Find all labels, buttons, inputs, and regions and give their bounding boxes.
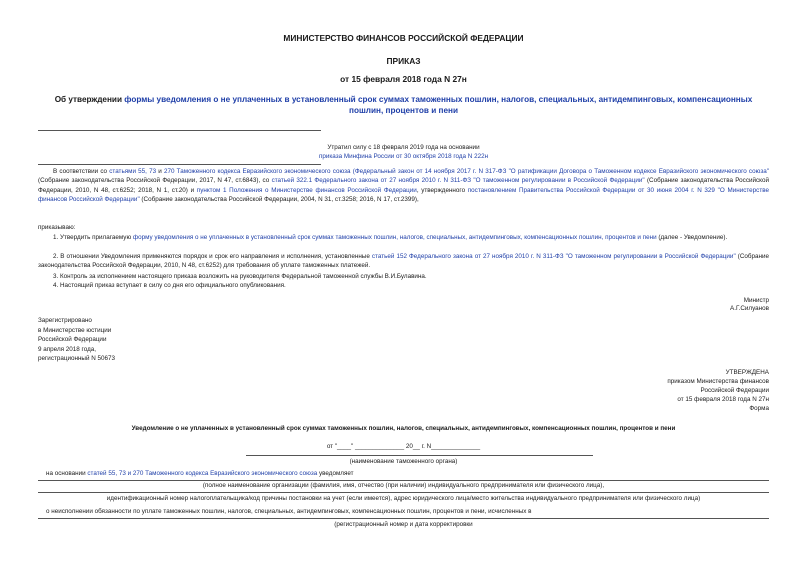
registration-line: Зарегистрировано (38, 317, 92, 324)
signature-name: А.Г.Силуанов (730, 305, 769, 312)
approval-line: Форма (749, 405, 769, 412)
repeal-order-link[interactable]: приказа Минфина России от 30 октября 2018 года N 222н (318, 153, 489, 160)
approval-line: приказом Министерства финансов (667, 378, 769, 385)
doc-title (50, 94, 757, 116)
text: на основании (46, 470, 88, 477)
form-date-line: от "____" ______________ 20__ г. N______________ (326, 443, 481, 450)
divider (38, 130, 321, 131)
doc-title-link[interactable]: формы уведомления о не уплаченных в установленный срок суммах таможенных пошлин, налогов, специальных, антидемпинговых, компенсационных пошлин, процентов и пени (124, 95, 753, 115)
hint-customs-body: (наименование таможенного органа) (349, 458, 458, 465)
hint-identification: идентификационный номер налогоплательщика/код причины постановки на учет (если имеется), адрес юридического лица/место жительства индивидуального предпринимателя или физического лица) (106, 495, 701, 502)
text: 2. В отношении Уведомления применяются порядок и срок его направления и исполнения, установленные (53, 253, 372, 260)
law-link[interactable]: 270 Таможенного кодекса Евразийского экономического союза (Федеральный закон от 14 ноября 2017 г. N 317-ФЗ "О ратификации Договора о Таможенном кодексе Евразийского экономического союза" (164, 168, 769, 175)
paragraph-item-2 (38, 252, 769, 271)
text: (далее - Уведомление). (656, 234, 728, 241)
doc-type: ПРИКАЗ (386, 56, 421, 66)
order-word: приказываю: (38, 224, 76, 231)
text: и (156, 168, 164, 175)
form-title: Уведомление о не уплаченных в установленный срок суммах таможенных пошлин, налогов, специальных, антидемпинговых, компенсационных пошлин, процентов и пени (131, 425, 676, 432)
paragraph-item-4: 4. Настоящий приказ вступает в силу со дня его официального опубликования. (53, 282, 286, 289)
status-line: Утратил силу с 18 февраля 2019 года на основании (327, 144, 480, 151)
text: (Собрание законодательства Российской Федерации, 2004, N 31, ст.3258; 2016, N 17, ст.2399), (139, 195, 419, 203)
law-link[interactable]: пунктом 1 Положения о Министерстве финансов Российской Федерации (196, 186, 417, 194)
registration-line: 9 апреля 2018 года, (38, 345, 96, 353)
hint-organization: (полное наименование организации (фамилия, имя, отчество (при наличии) индивидуального предпринимателя или физического лица), (202, 482, 605, 489)
field-line-customs (246, 455, 593, 456)
text: 1. Утвердить прилагаемую (53, 234, 133, 241)
hint-registration-number: (регистрационный номер и дата корректировки (334, 521, 473, 528)
registration-line: Российской Федерации (38, 336, 107, 344)
field-line-id (38, 492, 769, 493)
field-line-org (38, 480, 769, 481)
doc-date: от 15 февраля 2018 года N 27н (340, 74, 467, 84)
form-nonfulfilment-line: о неисполнении обязанности по уплате таможенных пошлин, налогов, специальных, антидемпинговых, компенсационных пошлин, процентов и пени, исчисленных в (46, 508, 532, 515)
form-link[interactable]: форму уведомления о не уплаченных в установленный срок суммах таможенных пошлин, налогов, специальных, антидемпинговых, компенсационных пошлин, процентов и пени (132, 234, 657, 241)
registration-line: регистрационный N 50673 (38, 355, 116, 363)
approval-line: от 15 февраля 2018 года N 27н (677, 396, 769, 403)
approval-block (500, 369, 769, 414)
ministry-heading: МИНИСТЕРСТВО ФИНАНСОВ РОССИЙСКОЙ ФЕДЕРАЦИИ (283, 33, 524, 43)
approval-line: Российской Федерации (700, 387, 769, 394)
paragraph-item-1 (38, 233, 769, 242)
text: (Собрание законодательства Российской Федерации, 2017, N 47, ст.6843), со (38, 177, 272, 185)
text: (Собрание законодательства Российской Федерации, 2010, N 48, ст.6252; 2018, N 1, ст.20) и (38, 177, 770, 194)
doc-title-prefix: Об утверждении (54, 95, 125, 104)
law-link[interactable]: статьями 55, 73 (109, 168, 157, 175)
approval-line: УТВЕРЖДЕНА (725, 369, 769, 376)
field-line-reg (38, 518, 769, 519)
signature-position: Министр (743, 297, 769, 304)
status-link-line (0, 153, 807, 161)
text: , утвержденного (416, 186, 468, 194)
paragraph-item-3: 3. Контроль за исполнением настоящего приказа возложить на руководителя Федеральной таможенной службы В.И.Булавина. (53, 273, 427, 280)
code-link[interactable]: статей 55, 73 и 270 Таможенного кодекса Евразийского экономического союза (87, 470, 318, 477)
text: (Собрание законодательства Российской Федерации, 2010, N 48, ст.6252) для требования об уплате таможенных платежей. (38, 253, 769, 270)
law-link[interactable]: статьей 322.1 Федерального закона от 27 ноября 2010 г. N 311-ФЗ "О таможенном регулировании в Российской Федерации" (271, 177, 645, 185)
registration-block (38, 317, 115, 365)
law-link[interactable]: постановлением Правительства Российской Федерации от 30 июня 2004 г. N 329 "О Министерстве финансов Российской Федерации" (38, 186, 769, 203)
law-link[interactable]: статьей 152 Федерального закона от 27 ноября 2010 г. N 311-ФЗ "О таможенном регулировании в Российской Федерации" (371, 253, 736, 260)
divider (38, 164, 321, 165)
paragraph-basis (38, 167, 769, 204)
text: В соответствии со (53, 168, 110, 175)
form-basis-line (46, 470, 766, 478)
registration-line: в Министерстве юстиции (38, 326, 112, 334)
text: уведомляет (317, 470, 354, 477)
